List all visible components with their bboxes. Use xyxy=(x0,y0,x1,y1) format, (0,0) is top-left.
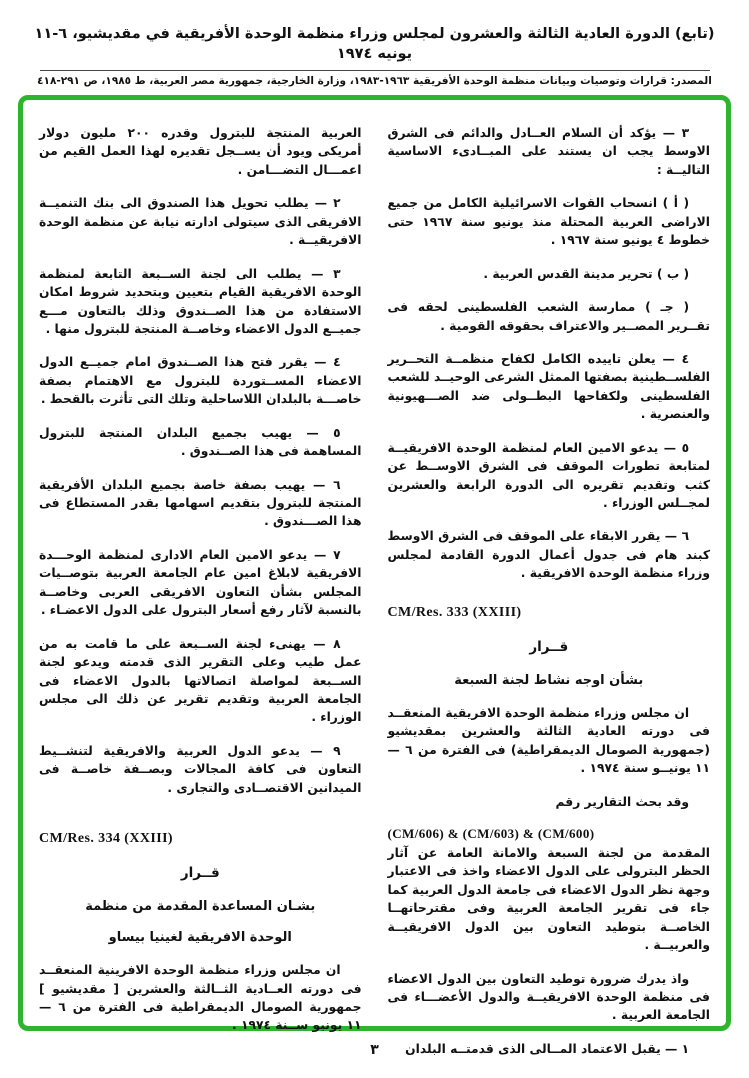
column-left xyxy=(39,124,362,1033)
paragraph: العربية المنتجة للبترول وقدره ٢٠٠ مليون دولار أمريكى ويود أن يســجل تقديره لهذا العمل القيم من اعمـــال التضـــامن . xyxy=(39,126,362,177)
two-column-body xyxy=(39,124,711,1056)
page-header xyxy=(0,24,749,87)
paragraph: ٦ — يقرر الابقاء على الموقف فى الشرق الاوسط كبند هام فى جدول أعمال الدورة القادمة لمجلس وزراء منظمة الوحدة الافريقية . xyxy=(387,529,710,581)
paragraph: ٩ — يدعو الدول العربية والافريقية لتنشــيط التعاون فى كافة المجالات وبصــفة خاصــة فى الميدانين الاقتصــادى والتجارى . xyxy=(39,743,362,795)
paragraph: ٣ — يطلب الى لجنة الســبعة التابعة لمنظمة الوحدة الافريقية القيام بتعيين وبتحديد شروط امكان الاستفادة من هذا الصــندوق وذلك بالتعاون مـــع جميــع الدول الاعضاء وخاصــة المنتجة للبترول منها . xyxy=(39,266,362,336)
paragraph: ٤ — يعلن تاييده الكامل لكفاح منظمــة التحــرير الفلســطينية بصفتها الممثل الشرعى الوحيــد للشعب الفلسطينى ولكفاحها البطــولى ضد الصـــهيونية والعنصرية . xyxy=(387,351,710,422)
paragraph: ١ — يقبل الاعتماد المــالى الذى قدمتــه البلدان xyxy=(405,1041,690,1056)
resolution-heading: قــرار xyxy=(180,865,220,882)
paragraph: ( جـ ) ممارسة الشعب الفلسطينى لحقه فى تقــرير المصــير والاعتراف بحقوقه القومية . xyxy=(387,300,710,333)
resolution-subject: بشأن اوجه نشاط لجنة السبعة xyxy=(454,672,644,688)
paragraph: ٢ — يطلب تحويل هذا الصندوق الى بنك التنميــة الافريقى الذى سيتولى ادارته نيابة عن منظمة الوحدة الافريقيــة . xyxy=(39,196,362,248)
resolution-heading: قــرار xyxy=(529,638,569,655)
paragraph: ٥ — يدعو الامين العام لمنظمة الوحدة الافريقيــة لمتابعة تطورات الموقف فى الشرق الاوســط عن كثب وتقديم تقريره الى الدورة الرابعة والعشرين لمجــلس الوزراء . xyxy=(387,440,710,510)
paragraph: ٧ — يدعو الامين العام الادارى لمنظمة الوحـــدة الافريقية لابلاغ امين عام الجامعة العربية بتوصــيات المجلس بشأن التعاون الافريقى العربى وخاصــة بالنسبة لآثار رفع أسعار البترول على الدول الاعضـاء . xyxy=(39,547,362,618)
paragraph: ٨ — يهنىء لجنة الســبعة على ما قامت به من عمل طيب وعلى التقرير الذى قدمته ويدعو لجنة الســبعة لمواصلة اتصالاتها بالدول الاعضاء فى الجامعة العربية وتقديم تقرير عن ذلك الى مجلس الوزراء . xyxy=(39,636,362,725)
paragraph: وقد بحث التقارير رقم xyxy=(555,794,690,809)
document-border-frame xyxy=(18,95,731,1056)
paragraph: ٤ — يقرر فتح هذا الصــندوق امام جميــع الدول الاعضاء المســتوردة للبترول مع الاهتمام بصفة خاصـــة بالبلدان اللاساحلية وتلك التى تأثرت بالقحط . xyxy=(39,355,362,407)
paragraph: ان مجلس وزراء منظمة الوحدة الافريقية المنعقــد فى دورته العادية الثالثة والعشرين بمقديشيو (جمهورية الصومال الديمقراطية) فى الفترة من ٦ — ١١ يونيــو سنة ١٩٧٤ . xyxy=(387,705,711,776)
paragraph: واذ يدرك ضرورة توطيد التعاون بين الدول الاعضاء فى منظمة الوحدة الافريقيــة والدول الأعضـــاء فى الجامعة العربية . xyxy=(387,971,710,1023)
source-citation: المصدر: قرارات وتوصيات وبيانات منظمة الوحدة الأفريقية ١٩٦٣-١٩٨٣، وزارة الخارجية، جمهورية مصر العربية، ط ١٩٨٥، ص ٢٩١-٤١٨ xyxy=(37,74,712,87)
paragraph: ٣ — يؤكد أن السلام العــادل والدائم فى الشرق الاوسط يجب ان يستند على المبــادىء الاساسية التاليــة : xyxy=(387,126,710,177)
paragraph: ٦ — يهيب بصفة خاصة بجميع البلدان الأفريقية المنتجة للبترول بتقديم اسهامها بقدر المستطاع فى هذا الصـــندوق . xyxy=(39,477,362,529)
page-number: ٣ xyxy=(370,1042,379,1058)
paragraph: المقدمة من لجنة السبعة والامانة العامة عن آثار الحظر البترولى على الدول الاعضاء واخذ فى الاعتبار وجهة نظر الدول الاعضاء فى جامعة الدول العربية كما جاء فى تقرير الجامعة العربية وفى مقترحاتهــا الخاصــة بتوطيد التعاون بين الدول الافريقيــة والعربيــة . xyxy=(387,845,710,953)
resolution-subject: الوحدة الافريقية لغينيا بيساو xyxy=(108,930,292,946)
column-right xyxy=(387,124,711,1056)
document-title: (تابع) الدورة العادية الثالثة والعشرون لمجلس وزراء منظمة الوحدة الأفريقية في مقديشيو، ٦-١١ يونيه ١٩٧٤ xyxy=(34,26,715,63)
paragraph: ان مجلس وزراء منظمة الوحدة الافرينية المنعقــد فى دورته العــادية الثــالثة والعشرين [ مقديشيو ] جمهورية الصومال الديمقراطية فى الفترة من ٦ — ١١ يونيو ســنة ١٩٧٤ . xyxy=(39,963,362,1033)
resolution-subject: بشـان المساعدة المقدمة من منظمة xyxy=(85,899,316,915)
title-divider-line xyxy=(40,70,710,71)
paragraph: ( ب ) تحرير مدينة القدس العربية . xyxy=(483,266,690,281)
paragraph: ( أ ) انسحاب القوات الاسرائيلية الكامل من جميع الاراضى العربية المحتلة منذ يونيو سنة ١٩٦٧ حتى خطوط ٤ يونيو سنة ١٩٦٧ . xyxy=(387,196,711,248)
paragraph: ٥ — يهيب بجميع البلدان المنتجة للبترول المساهمة فى هذا الصــندوق . xyxy=(39,425,362,459)
resolution-number: CM/Res. 334 (XXIII) xyxy=(39,831,173,847)
resolution-number: CM/Res. 333 (XXIII) xyxy=(387,604,522,620)
report-codes: (CM/606) & (CM/603) & (CM/600) xyxy=(387,825,595,841)
